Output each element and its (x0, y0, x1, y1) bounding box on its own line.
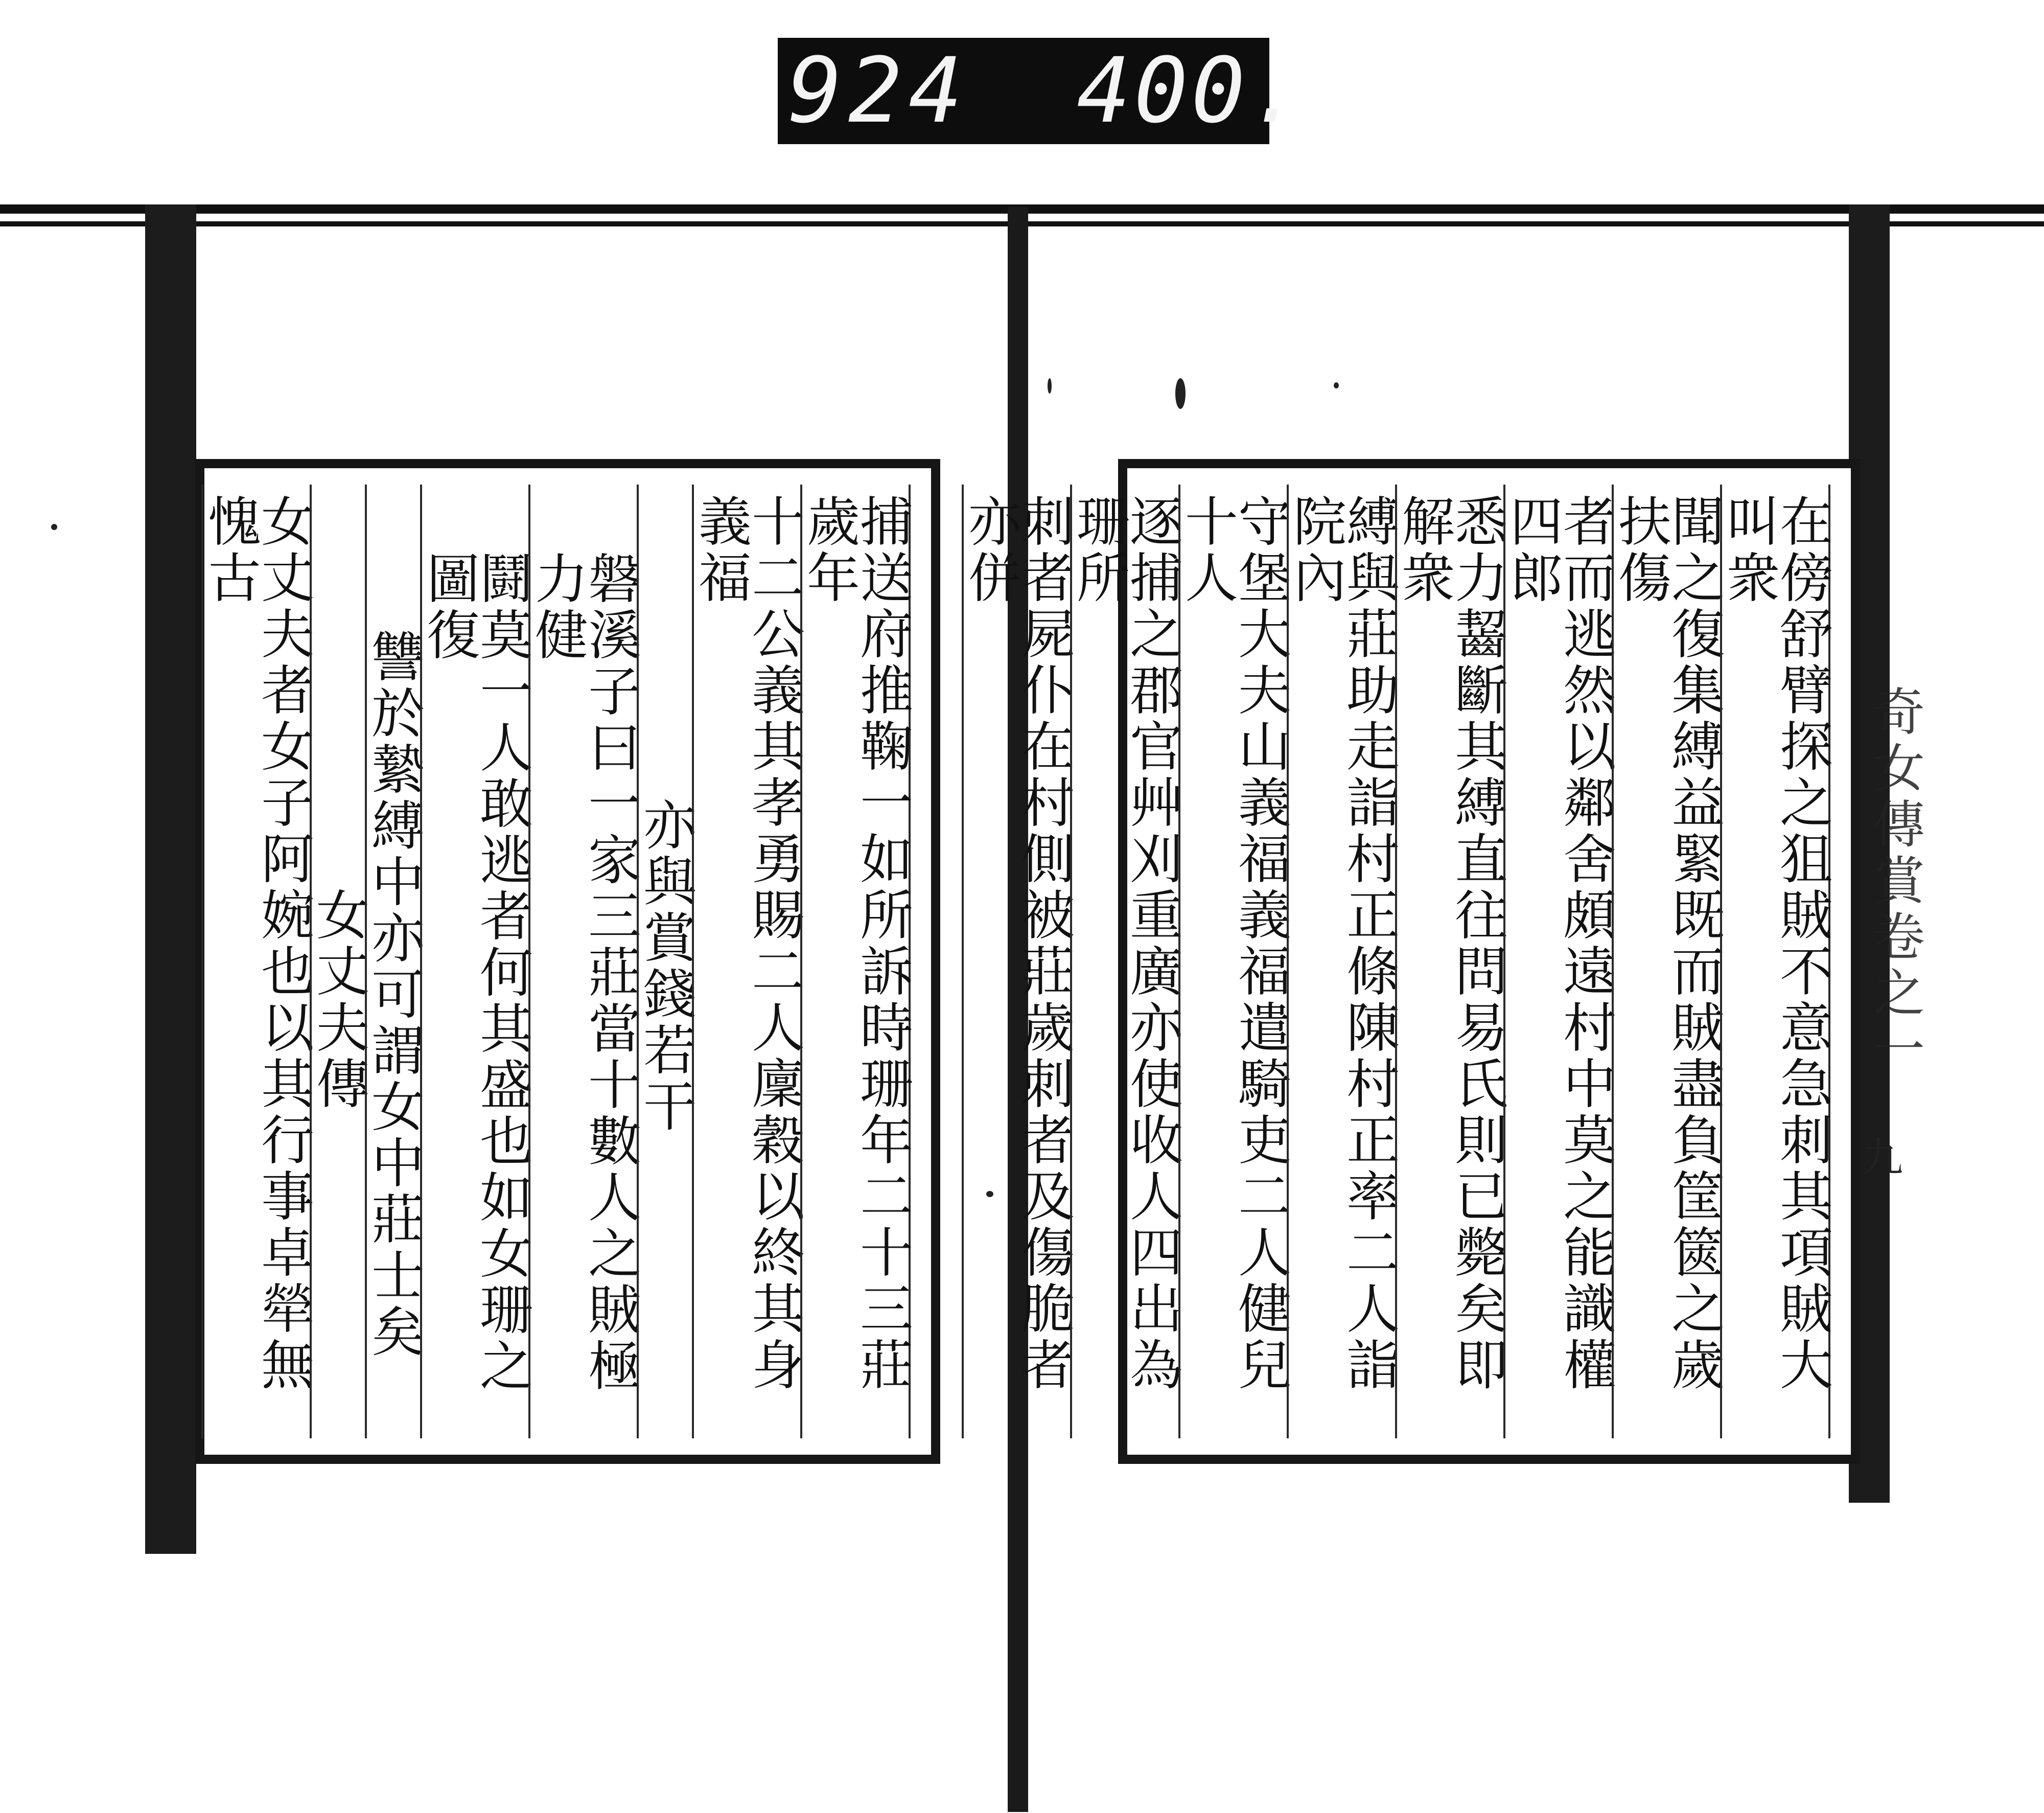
text-column: 刺者屍仆在村側被莊歲刺者及傷脆者亦併 (962, 485, 1070, 1438)
text-column: 者而逃然以鄰舍頗遠村中莫之能識權四郎 (1503, 485, 1612, 1438)
scan-speck (51, 524, 57, 530)
scan-speck (986, 1191, 993, 1197)
counter-right-number: 400. (1077, 38, 1306, 143)
right-folio-number: 九 (1862, 1134, 1903, 1181)
right-margin-title: 奇女傳賞卷之一 (1865, 685, 1925, 1078)
text-column: 鬪莫一人敢逃者何其盛也如女珊之圖復 (420, 485, 528, 1438)
text-column: 女丈夫者女子阿婉也以其行事卓犖無愧古 (201, 485, 310, 1438)
text-column: 亦與賞錢若干 (637, 485, 692, 1438)
scan-speck (1048, 378, 1052, 394)
text-column: 縛與莊助走詣村正條陳村正率二人詣院內 (1287, 485, 1395, 1438)
section-title-column: 女丈夫傳 (310, 485, 365, 1438)
counter-left-number: 924 (788, 38, 969, 143)
frame-counter (778, 38, 1306, 144)
left-page-frame (195, 459, 940, 1464)
text-column: 磐溪子曰一家三莊當十數人之賊極力健 (528, 485, 637, 1438)
text-column: 逐捕之郡官艸刈重廣亦使收人四出為珊所 (1070, 485, 1178, 1438)
right-page-frame (959, 459, 1860, 1464)
scan-speck (1334, 382, 1339, 388)
text-column: 讐於縶縛中亦可謂女中莊士矣 (365, 485, 420, 1438)
text-column: 十二公義其孝勇賜二人廩穀以終其身義福 (692, 485, 800, 1438)
text-column: 捕送府推鞠一如所訴時珊年二十三莊歲年 (800, 485, 911, 1438)
left-page-columns (199, 485, 913, 1438)
text-column: 聞之復集縛益緊既而賊盡負筐篋之歲扶傷 (1612, 485, 1720, 1438)
left-page-edge (145, 204, 196, 1554)
text-column: 悉力齧斷其縛直往問易氏則已斃矣即解衆 (1395, 485, 1503, 1438)
right-page-columns (959, 485, 1833, 1438)
text-column: 守堡大夫山義福義福遣騎吏二人健兒十人 (1178, 485, 1287, 1438)
text-column: 在傍舒臂探之狙賊不意急刺其項賊大叫衆 (1720, 485, 1830, 1438)
scan-speck (1175, 378, 1186, 409)
